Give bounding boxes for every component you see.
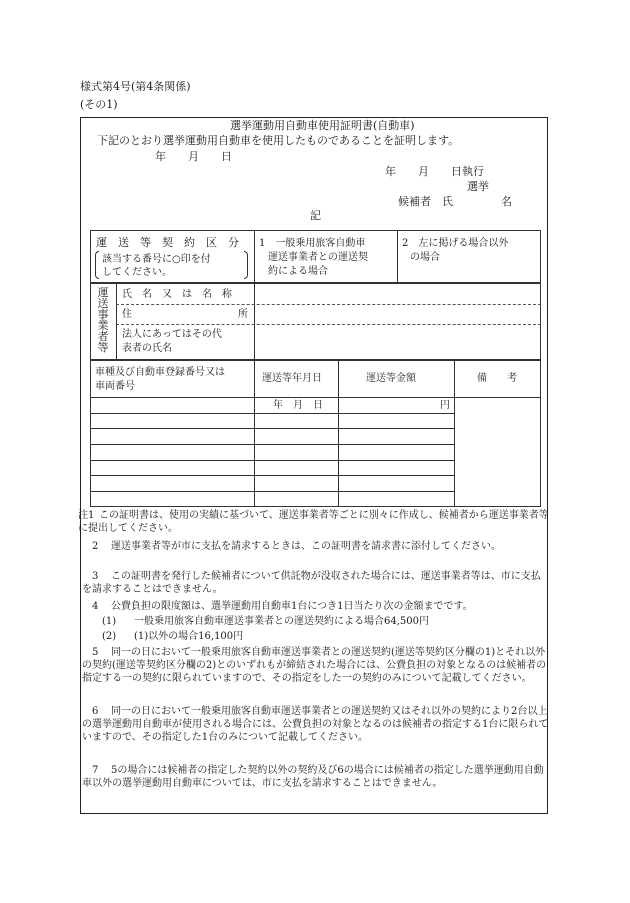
remarks-cell[interactable] xyxy=(456,399,539,505)
note-text: 公費負担の限度額は、選挙運動用自動車1台につき1日当たり次の金額までです。 xyxy=(111,601,473,612)
column-header-remarks: 備 考 xyxy=(477,373,517,384)
note-number: (2) xyxy=(102,631,117,642)
bracket-left xyxy=(95,251,99,279)
carrier-vertical-label: 運送事業者等 xyxy=(97,286,109,354)
divider xyxy=(397,230,398,283)
column-header-vehicle: 車種及び自動車登録番号又は xyxy=(95,367,225,378)
note-number: 2 xyxy=(92,541,99,552)
note-2 xyxy=(78,540,550,553)
candidate-name-label[interactable]: 候補者 氏 xyxy=(398,195,453,208)
carrier-rep-label: 法人にあってはその代 xyxy=(122,329,222,340)
carrier-address-label: 所 xyxy=(238,309,248,320)
bracket-right xyxy=(244,251,248,279)
note-4 xyxy=(78,600,550,613)
divider xyxy=(254,283,255,360)
note-1 xyxy=(78,509,550,535)
note-number: 3 xyxy=(92,571,99,582)
carrier-name-label: 氏 名 又 は 名 称 xyxy=(122,289,232,300)
amount-unit: 円 xyxy=(440,400,450,411)
divider xyxy=(454,397,541,398)
divider xyxy=(338,360,339,507)
note-3 xyxy=(78,570,550,596)
option-text: 1 一般乗用旅客自動車 xyxy=(259,238,366,249)
note-4-1 xyxy=(78,615,550,628)
note-text: この証明書は、使用の実績に基づいて、運送事業者等ごとに別々に作成し、候補者から運送事業者等に提出してください。 xyxy=(78,510,549,534)
contract-type-hint: 該当する番号に○印を付 xyxy=(102,254,211,265)
note-4-2 xyxy=(78,630,550,643)
note-text: 一般乗用旅客自動車運送事業者との運送契約による場合64,500円 xyxy=(134,616,429,627)
note-6 xyxy=(78,705,550,744)
note-text: 同一の日において一般乗用旅客自動車運送事業者との運送契約又はそれ以外の契約により2台以上の選挙運動用自動車が使用される場合には、公費負担の対象となるのは候補者の指定する1台に限られていますので、その指定した1台のみについて記載してください。 xyxy=(82,706,549,743)
transport-amount-cells[interactable] xyxy=(340,399,452,505)
note-number: 6 xyxy=(92,706,99,717)
note-text: 運送事業者等が市に支払を請求するときは、この証明書を請求書に添付してください。 xyxy=(111,541,501,552)
form-part: (その1) xyxy=(80,98,118,111)
divider xyxy=(254,230,255,283)
note-text: 同一の日において一般乗用旅客自動車運送事業者との運送契約(運送等契約区分欄の1)とそれ以外の契約(運送等契約区分欄の2)とのいずれもが締結された場合には、公費負担の対象となるのは候補者の指定する一の契約に限られていますので、その指定をした一の契約のみについて記載してください。 xyxy=(82,647,547,684)
divider xyxy=(116,283,117,360)
column-header-date: 運送等年月日 xyxy=(262,373,322,384)
form-number: 様式第4号(第4条関係) xyxy=(80,80,191,93)
note-number: (1) xyxy=(102,616,117,627)
note-number: 注1 xyxy=(78,510,95,521)
contract-type-hint: してください。 xyxy=(102,267,172,278)
transport-date-cells[interactable] xyxy=(256,399,336,505)
issue-date[interactable]: 年 月 日 xyxy=(155,150,232,163)
divider xyxy=(454,360,455,507)
note-text: この証明書を発行した候補者について供託物が没収された場合には、運送事業者等は、市に支払を請求することはできません。 xyxy=(82,571,541,595)
note-number: 7 xyxy=(92,765,99,776)
option-text: 運送事業者との運送契 xyxy=(268,252,368,263)
option-text: 約による場合 xyxy=(268,266,328,277)
election-date[interactable]: 年 月 日執行 xyxy=(385,165,484,178)
note-5 xyxy=(78,646,550,685)
candidate-name-suffix: 名 xyxy=(501,195,512,208)
certificate-intro: 下記のとおり選挙運動用自動車を使用したものであることを証明します。 xyxy=(97,134,460,147)
note-text: (1)以外の場合16,100円 xyxy=(134,631,244,642)
note-number: 4 xyxy=(92,601,99,612)
note-number: 5 xyxy=(92,647,99,658)
date-unit: 年 月 日 xyxy=(273,400,323,411)
note-text: 5の場合には候補者の指定した契約以外の契約及び6の場合には候補者の指定した選挙運動用自動車以外の選挙運動用自動車については、市に支払を請求することはできません。 xyxy=(82,765,544,789)
column-header-vehicle: 車両番号 xyxy=(95,381,135,392)
note-7 xyxy=(78,764,550,790)
carrier-name-field[interactable] xyxy=(256,285,539,303)
carrier-address-field[interactable] xyxy=(256,306,539,323)
election-name[interactable]: 選挙 xyxy=(467,180,489,193)
divider xyxy=(116,324,541,325)
ki-mark: 記 xyxy=(310,209,321,222)
option-text: の場合 xyxy=(410,252,440,263)
carrier-rep-label: 表者の氏名 xyxy=(122,343,172,354)
column-header-amount: 運送等金額 xyxy=(366,373,416,384)
contract-type-label: 運 送 等 契 約 区 分 xyxy=(96,236,239,249)
option-text: 2 左に掲げる場合以外 xyxy=(402,238,509,249)
divider xyxy=(116,304,541,305)
carrier-address-label: 住 xyxy=(122,309,132,320)
divider xyxy=(254,360,255,507)
divider xyxy=(90,397,454,398)
carrier-rep-field[interactable] xyxy=(256,326,539,358)
vehicle-number-cells[interactable] xyxy=(92,399,252,505)
certificate-title: 選挙運動用自動車使用証明書(自動車) xyxy=(230,119,415,132)
